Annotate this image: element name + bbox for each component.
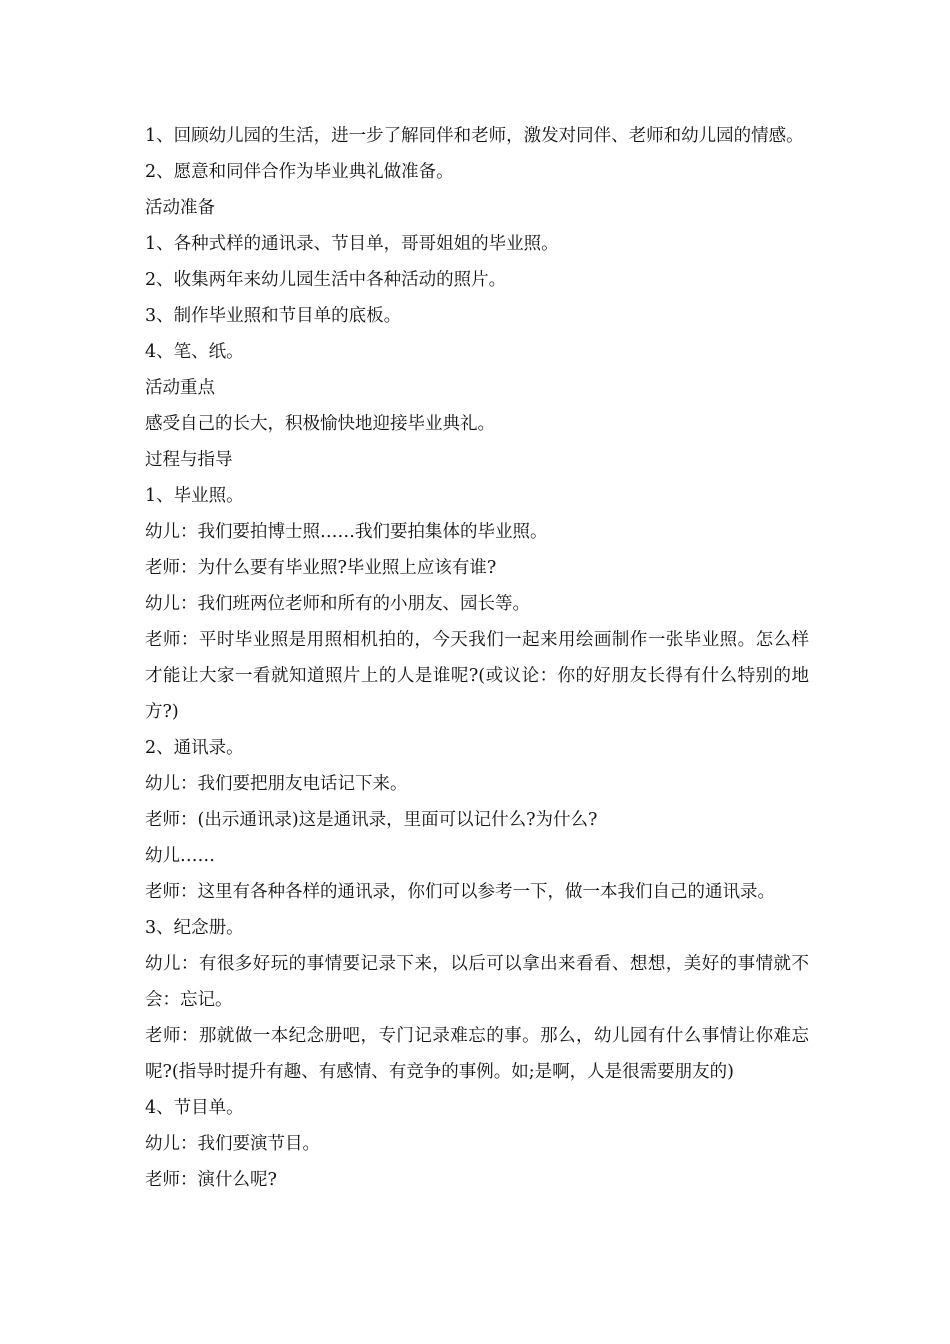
- process-item-graduation-photo: 1、毕业照。: [145, 486, 244, 506]
- dialogue-line: 幼儿：我们要拍博士照……我们要拍集体的毕业照。: [145, 522, 548, 542]
- dialogue-line: 幼儿：有很多好玩的事情要记录下来，以后可以拿出来看看、想想，美好的事情就不会：忘记。: [145, 954, 809, 1010]
- dialogue-line: 幼儿：我们要演节目。: [145, 1134, 320, 1154]
- dialogue-line: 幼儿：我们班两位老师和所有的小朋友、园长等。: [145, 594, 530, 614]
- dialogue-line: 老师：那就做一本纪念册吧，专门记录难忘的事。那么，幼儿园有什么事情让你难忘呢?(指导时提升有趣、有感情、有竞争的事例。如;是啊，人是很需要朋友的): [145, 1026, 809, 1082]
- preparation-4: 4、笔、纸。: [145, 342, 244, 362]
- dialogue-line: 老师：平时毕业照是用照相机拍的，今天我们一起来用绘画制作一张毕业照。怎么样才能让大家一看就知道照片上的人是谁呢?(或议论：你的好朋友长得有什么特别的地方?): [145, 630, 809, 722]
- section-heading-process: 过程与指导: [145, 450, 233, 470]
- section-heading-focus: 活动重点: [145, 378, 215, 398]
- objective-2: 2、愿意和同伴合作为毕业典礼做准备。: [145, 162, 454, 182]
- objective-1: 1、回顾幼儿园的生活，进一步了解同伴和老师，激发对同伴、老师和幼儿园的情感。: [145, 126, 804, 146]
- preparation-1: 1、各种式样的通讯录、节目单，哥哥姐姐的毕业照。: [145, 234, 559, 254]
- dialogue-line: 幼儿：我们要把朋友电话记下来。: [145, 774, 408, 794]
- dialogue-line: 老师：演什么呢?: [145, 1170, 277, 1190]
- dialogue-line: 老师：(出示通讯录)这是通讯录，里面可以记什么?为什么?: [145, 810, 598, 830]
- preparation-2: 2、收集两年来幼儿园生活中各种活动的照片。: [145, 270, 507, 290]
- process-item-memory-book: 3、纪念册。: [145, 918, 244, 938]
- section-heading-preparation: 活动准备: [145, 198, 215, 218]
- dialogue-line: 幼儿……: [145, 846, 215, 866]
- document-body: [145, 118, 809, 1198]
- dialogue-line: 老师：这里有各种各样的通讯录，你们可以参考一下，做一本我们自己的通讯录。: [145, 882, 775, 902]
- preparation-3: 3、制作毕业照和节目单的底板。: [145, 306, 402, 326]
- process-item-address-book: 2、通讯录。: [145, 738, 244, 758]
- process-item-program: 4、节目单。: [145, 1098, 244, 1118]
- focus-text: 感受自己的长大，积极愉快地迎接毕业典礼。: [145, 414, 495, 434]
- dialogue-line: 老师：为什么要有毕业照?毕业照上应该有谁?: [145, 558, 497, 578]
